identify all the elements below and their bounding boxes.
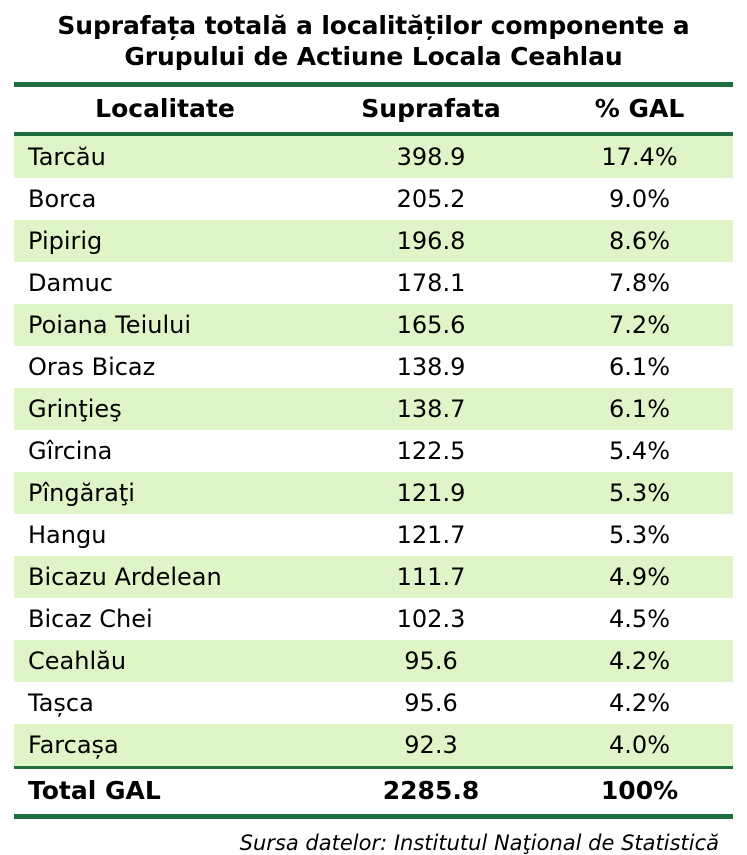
cell-locality: Hangu: [28, 520, 107, 549]
table-row: [14, 472, 733, 514]
page-title-line-1: Suprafața totală a localităților componente a: [57, 11, 690, 40]
table-header: [14, 85, 733, 135]
table-header-row: [14, 85, 733, 135]
cell-share: 4.2%: [609, 688, 671, 717]
cell-locality: Oras Bicaz: [28, 352, 156, 381]
cell-area: 178.1: [396, 268, 466, 297]
cell-locality: Pîngăraţi: [14, 472, 316, 514]
cell-locality: Gîrcina: [28, 436, 113, 465]
cell-locality: Damuc: [28, 268, 113, 297]
column-header-locality: Localitate: [14, 85, 316, 135]
cell-locality: Grinţieş: [14, 388, 316, 430]
page-title-line-2: Grupului de Actiune Locala Ceahlau: [124, 42, 623, 71]
cell-area: 121.9: [316, 472, 546, 514]
cell-share: 4.9%: [546, 556, 733, 598]
cell-area: 122.5: [396, 436, 466, 465]
table-row: [14, 724, 733, 768]
cell-share: 5.3%: [546, 472, 733, 514]
cell-locality: Poiana Teiului: [14, 304, 316, 346]
cell-locality: Tașca: [28, 688, 94, 717]
cell-share: 5.3%: [609, 520, 671, 549]
cell-area: 121.7: [396, 520, 466, 549]
cell-area: 165.6: [316, 304, 546, 346]
cell-total-area: 2285.8: [316, 768, 546, 817]
cell-locality: Bicazu Ardelean: [14, 556, 316, 598]
table-row: [14, 304, 733, 346]
cell-area: 102.3: [396, 604, 466, 633]
cell-area: 205.2: [396, 184, 466, 213]
table-row: [14, 178, 733, 220]
table-row: [14, 430, 733, 472]
table-row: [14, 262, 733, 304]
source-note: Sursa datelor: Institutul Naţional de Statistică: [239, 831, 719, 855]
cell-share: 5.4%: [609, 436, 671, 465]
table-row: [14, 598, 733, 640]
cell-locality: Pipirig: [14, 220, 316, 262]
page-title: [24, 10, 723, 72]
cell-locality: Borca: [28, 184, 97, 213]
cell-locality: Tarcău: [14, 134, 316, 178]
cell-share: 4.5%: [609, 604, 671, 633]
cell-area: 92.3: [316, 724, 546, 768]
cell-share: 6.1%: [609, 352, 671, 381]
cell-area: 398.9: [316, 134, 546, 178]
cell-locality: Farcașa: [14, 724, 316, 768]
table-row: [14, 514, 733, 556]
area-table: [14, 82, 733, 819]
cell-locality: Ceahlău: [14, 640, 316, 682]
table-row: [14, 220, 733, 262]
table-row: [14, 640, 733, 682]
cell-share: 9.0%: [609, 184, 671, 213]
table-row: [14, 388, 733, 430]
cell-total-share: 100%: [546, 768, 733, 817]
table-body: [14, 134, 733, 817]
cell-area: 138.9: [396, 352, 466, 381]
column-header-share: % GAL: [546, 85, 733, 135]
cell-share: 7.2%: [546, 304, 733, 346]
cell-share: 6.1%: [546, 388, 733, 430]
table-row: [14, 346, 733, 388]
cell-area: 95.6: [316, 640, 546, 682]
cell-share: 7.8%: [609, 268, 671, 297]
table-row: [14, 134, 733, 178]
cell-total-label: Total GAL: [14, 768, 316, 817]
cell-area: 95.6: [404, 688, 458, 717]
table-row: [14, 556, 733, 598]
cell-share: 4.0%: [546, 724, 733, 768]
cell-share: 17.4%: [546, 134, 733, 178]
cell-share: 8.6%: [546, 220, 733, 262]
cell-locality: Bicaz Chei: [28, 604, 153, 633]
cell-area: 196.8: [316, 220, 546, 262]
table-row: [14, 682, 733, 724]
cell-area: 111.7: [316, 556, 546, 598]
cell-area: 138.7: [316, 388, 546, 430]
column-header-area: Suprafata: [316, 85, 546, 135]
cell-share: 4.2%: [546, 640, 733, 682]
